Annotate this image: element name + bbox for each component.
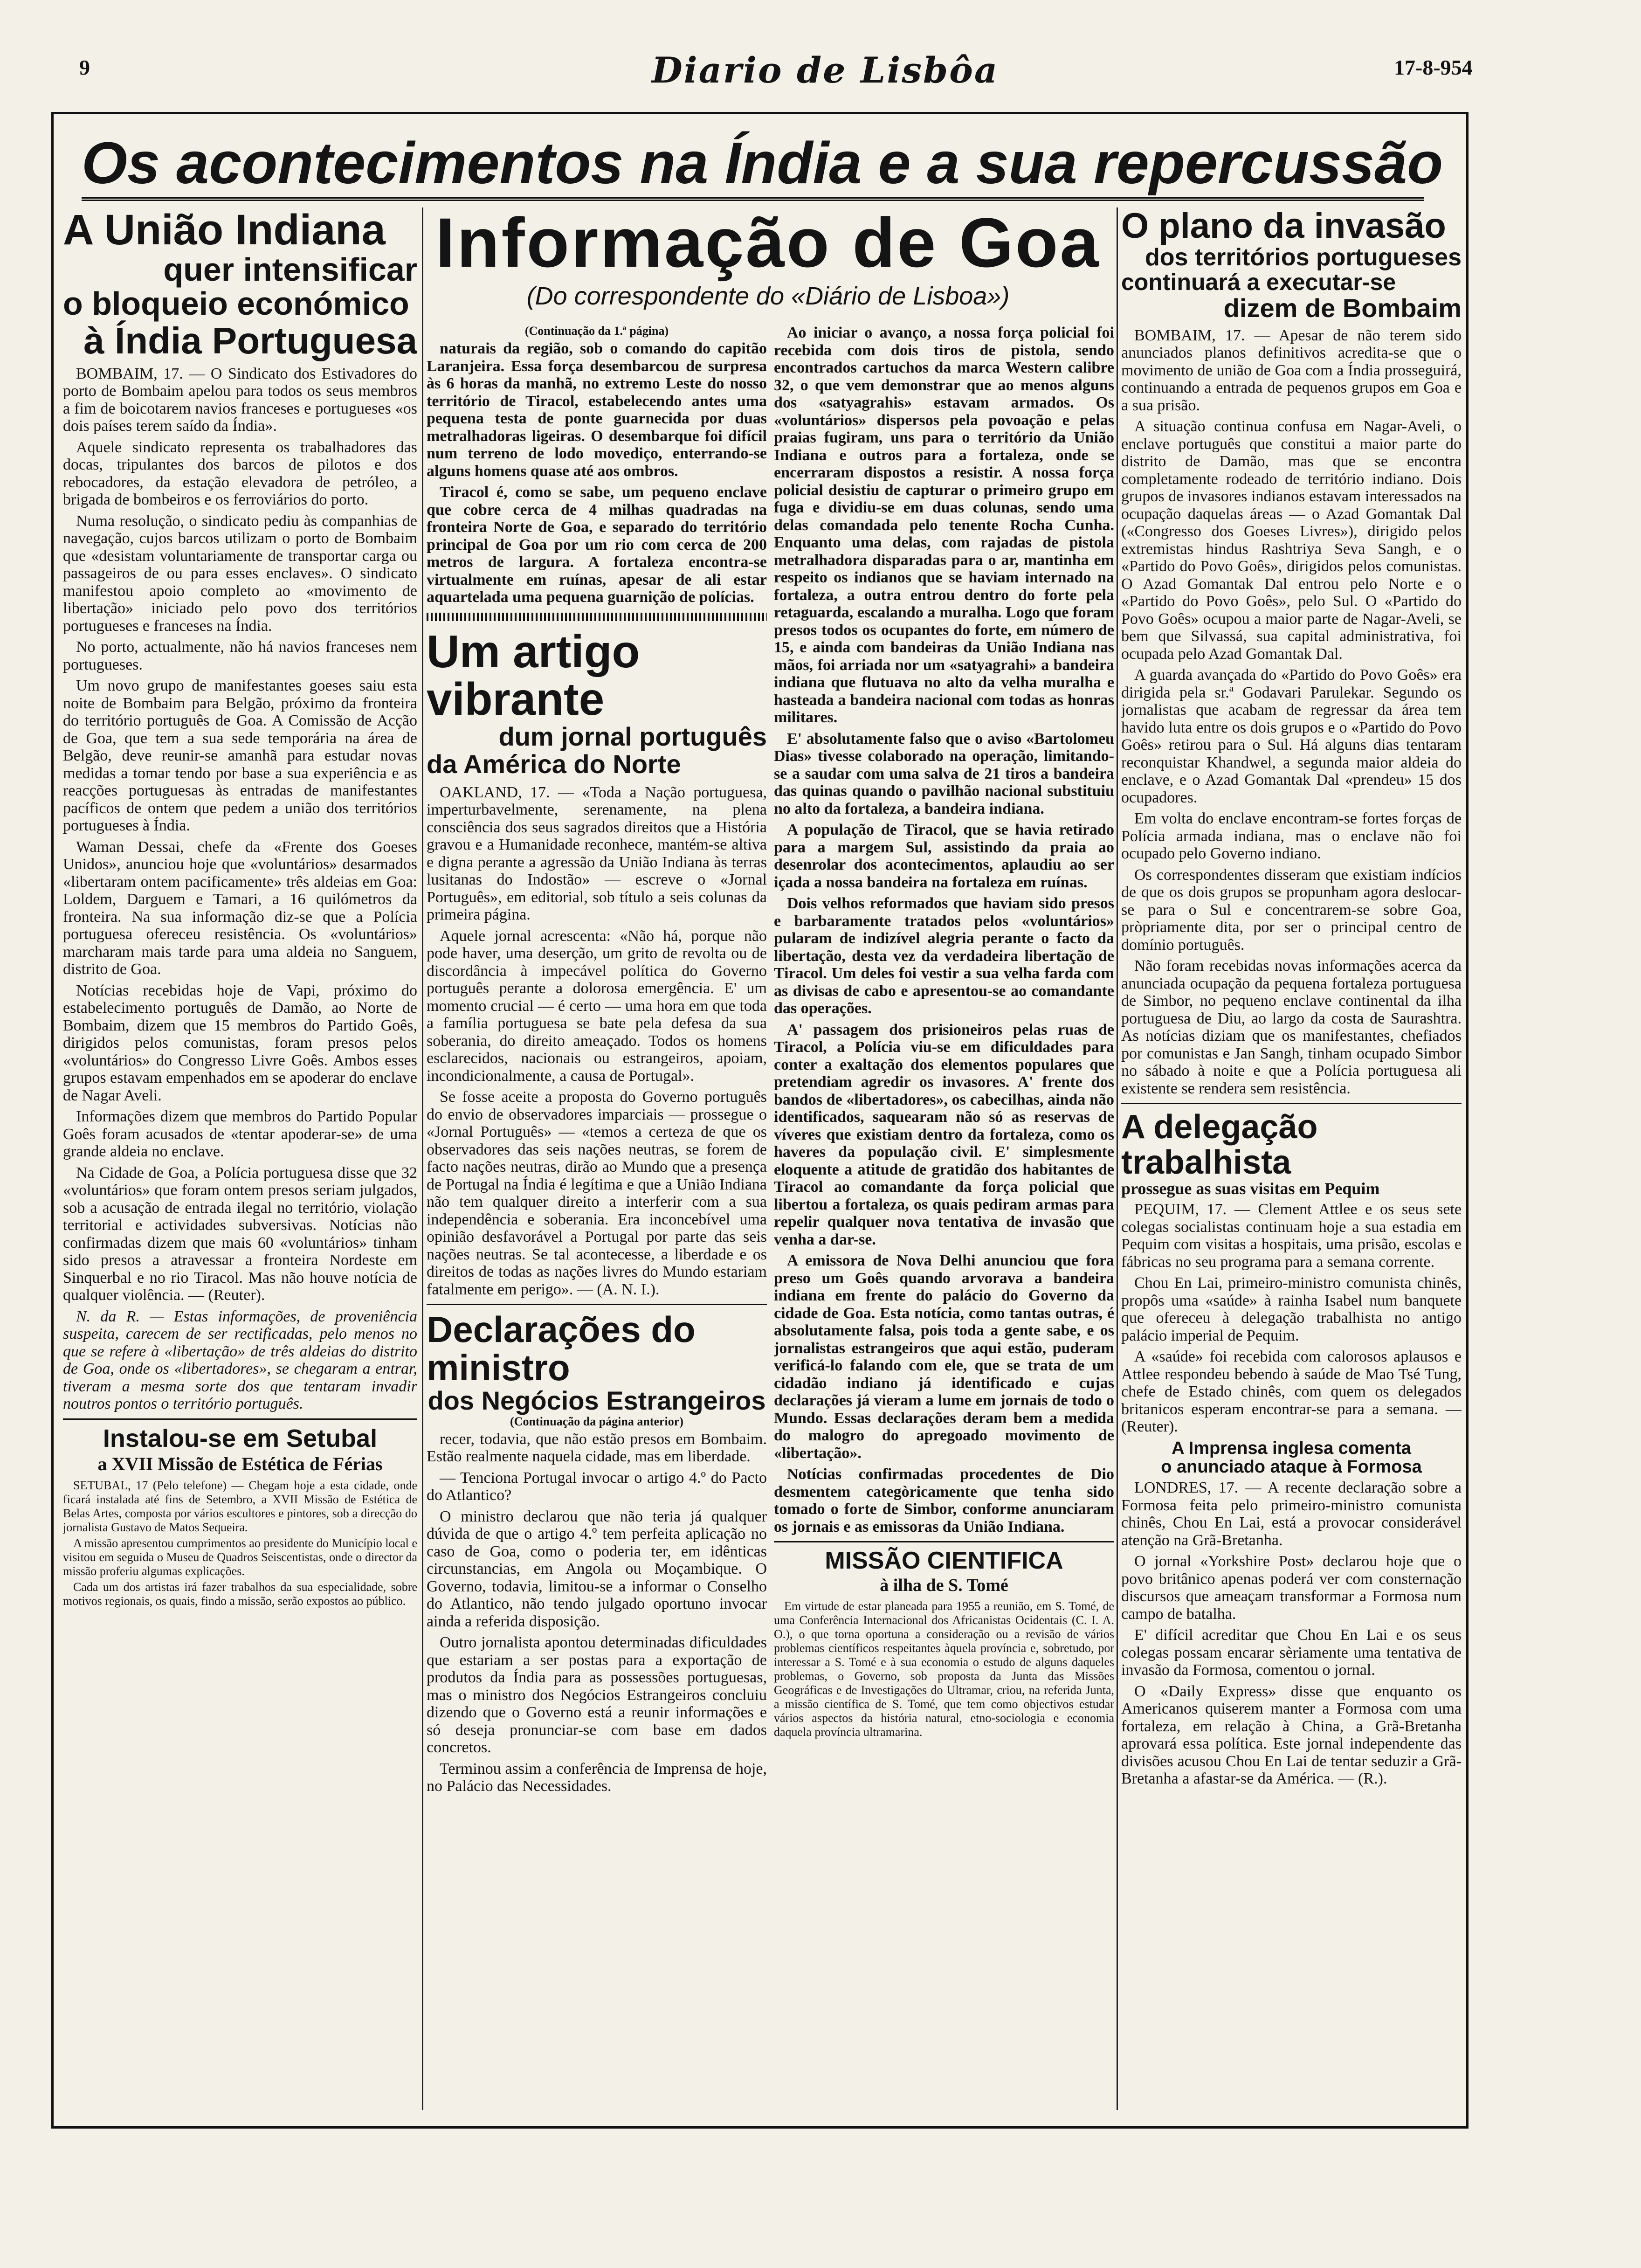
paragraph: Um novo grupo de manifestantes goeses saiu esta noite de Bombaim para Belgão, próximo da fronteira do território português de Goa. A Comissão de Acção de Goa, que tem a sua sede temporária na área de Belgão, deve reunir-se amanhã para estudar novas medidas a tomar tendo por base a sua experiência e as reacções portuguesas às entradas de manifestantes pacíficos de ontem que pedem a união dos territórios portugueses à Índia.	[63, 677, 417, 835]
article-subheadline: à ilha de S. Tomé	[880, 1575, 1008, 1595]
paragraph: LONDRES, 17. — A recente declaração sobre a Formosa feita pelo primeiro-ministro comunista chinês, Chou En Lai, está a provocar considerável atenção na Grã-Bretanha.	[1121, 1479, 1462, 1549]
paragraph: A situação continua confusa em Nagar-Aveli, o enclave português que constitui a maior parte do distrito de Damão, mas que se encontra completamente rodeado de território indiano. Dois grupos de invasores indianos estavam interessados na ocupação daquelas áreas — o Azad Gomantak Dal («Congresso dos Goeses Livres»), dirigido pelos extremistas hindus Rashtriya Seva Sangh, e o «Partido do Povo Goês», dirigidos pelos comunistas. O Azad Gomantak Dal entrou pelo Norte e o «Partido do Povo Goês», pelo Sul. O «Partido do Povo Goês» ocupou a maior parte de Nagar-Aveli, se bem que Silvassá, sua capital administrativa, foi ocupada pelo Azad Gomantak Dal.	[1121, 418, 1462, 663]
paragraph: Se fosse aceite a proposta do Governo português do envio de observadores imparciais — prossegue o «Jornal Português» — «temos a certeza de que os observadores das seis nações neutras, se forem de facto nações neutras, dirão ao Mundo que a presença de Portugal na Índia é legítima e que a União Indiana não tem qualquer direito a interferir com a sua independência e soberania. Era inconcebível uma opinião desfavorável a Portugal por parte das seis nações neutras. Se tal acontecesse, a liberdade e os direitos de todas as nações livres do Mundo estariam fatalmente em perigo». — (A. N. I.).	[427, 1088, 767, 1298]
masthead-title: Diario de Lisbôa	[651, 49, 999, 91]
paragraph: Informações dizem que membros do Partido Popular Goês foram acusados de «tentar apoderar-se» de uma grande aldeia no enclave.	[63, 1108, 417, 1161]
editor-note: N. da R. — Estas informações, de proveniência suspeita, carecem de ser rectificadas, pelo menos no que se refere à «libertação» de três aldeias do distrito de Goa, onde os «libertadores», se chegaram a entrar, tiveram a mesma sorte dos que tentaram invadir noutros pontos o território português.	[63, 1307, 417, 1413]
article-headline: A União Indiana	[63, 207, 386, 254]
article-subheadline: o anunciado ataque à Formosa	[1161, 1457, 1422, 1477]
goa-header-block	[424, 205, 1112, 322]
article-subheadline: a XVII Missão de Estética de Férias	[97, 1453, 383, 1475]
article-byline: (Do correspondente do «Diário de Lisboa»)	[526, 282, 1010, 310]
paragraph: Na Cidade de Goa, a Polícia portuguesa disse que 32 «voluntários» que foram ontem presos seriam julgados, sob a acusação de entrada ilegal no território, violação territorial e actividades subversivas. Notícias não confirmadas dizem que mais 60 «voluntários» tinham sido presos a atravessar a fronteira Nordeste em Sinquerbal e no rio Tiracol. Mas não houve notícia de qualquer violência. — (Reuter).	[63, 1164, 417, 1304]
article-headline: MISSÃO CIENTIFICA	[825, 1547, 1063, 1574]
paragraph: Cada um dos artistas irá fazer trabalhos da sua especialidade, sobre motivos regionais, os quais, findo a missão, serão expostos ao público.	[63, 1580, 417, 1608]
paragraph: PEQUIM, 17. — Clement Attlee e os seus sete colegas socialistas continuam hoje a sua estadia em Pequim com visitas a hospitais, uma prisão, escolas e fábricas no seu programa para a semana corrente.	[1121, 1201, 1462, 1271]
paragraph: A guarda avançada do «Partido do Povo Goês» era dirigida pela sr.ª Godavari Parulekar. Segundo os jornalistas que acabam de regressar da área tem havido luta entre os dois grupos e o «Partido do Povo Goês» retirou para o Sul. Há alguns dias tentaram reconquistar Khandwel, a segunda maior aldeia do enclave, e o Azad Gomantak Dal «prendeu» 15 dos ocupadores.	[1121, 666, 1462, 806]
article-headline: dizem de Bombaim	[1223, 293, 1462, 323]
page-frame	[51, 112, 1469, 2129]
paragraph: Waman Dessai, chefe da «Frente dos Goeses Unidos», anunciou hoje que «voluntários» desarmados «libertaram ontem pacificamente» três aldeias em Goa: Loldem, Darguem e Tamari, a 16 quilómetros da fronteira. Na sua informação diz-se que a Polícia portuguesa ofereceu resistência. Os «voluntários» marcharam mais tarde para uma aldeia no Sanguem, distrito de Goa.	[63, 838, 417, 978]
paragraph: Aquele sindicato representa os trabalhadores das docas, tripulantes dos barcos de pilotos e dos rebocadores, da estação elevadora de petróleo, a brigada de bombeiros e os ferroviários do porto.	[63, 438, 417, 509]
article-headline: dos territórios portugueses	[1145, 243, 1462, 271]
article-subheadline: dos Negócios Estrangeiros	[427, 1386, 766, 1416]
paragraph: Notícias confirmadas procedentes de Dio desmentem categòricamente que tenha sido tomado o forte de Simbor, conforme anunciaram os jornais e as emissoras da União Indiana.	[774, 1466, 1114, 1535]
paragraph: BOMBAIM, 17. — Apesar de não terem sido anunciados planos definitivos acredita-se que o movimento de união de Goa com a Índia prosseguirá, continuando a entrada de pequenos grupos em Goa e a sua prisão.	[1121, 326, 1462, 414]
article-headline: A Imprensa inglesa comenta	[1172, 1438, 1411, 1458]
page-number: 9	[79, 55, 90, 79]
paragraph: E' difícil acreditar que Chou En Lai e os seus colegas possam encarar sèriamente uma tentativa de invasão da Formosa, comentou o jornal.	[1121, 1626, 1462, 1679]
article-subheadline: dum jornal português	[498, 722, 767, 752]
paragraph: E' absolutamente falso que o aviso «Bartolomeu Dias» tivesse colaborado na operação, limitando-se a saudar com uma salva de 21 tiros a bandeira das quinas quando o pavilhão nacional substituiu no alto da fortaleza, a bandeira indiana.	[774, 730, 1114, 817]
column-separator	[1117, 207, 1118, 2110]
article-subheadline: da América do Norte	[427, 749, 681, 779]
article-headline: A delegação trabalhista	[1121, 1108, 1318, 1181]
paragraph: A população de Tiracol, que se havia retirado para a margem Sul, assistindo da praia ao desenrolar dos acontecimentos, aplaudiu ao ser içada a nossa bandeira na fortaleza em ruínas.	[774, 821, 1114, 891]
article-headline: Um artigo vibrante	[427, 625, 640, 725]
paragraph: O ministro declarou que não teria já qualquer dúvida de que o artigo 4.º tem perfeita aplicação no caso de Goa, como o poderia ter, em idênticas circunstancias, em Angola ou Moçambique. O Governo, todavia, limitou-se a informar o Conselho do Atlantico, não tendo julgado oportuno invocar ainda a referida disposição.	[427, 1507, 767, 1630]
paragraph: Numa resolução, o sindicato pediu às companhias de navegação, cujos barcos utilizam o porto de Bombaim que «desistam voluntariamente de transportar carga ou passageiros de ou para esses enclaves». O sindicato manifestou apoio completo ao «movimento de libertação» iniciado pelo povo dos territórios portugueses e franceses na Índia.	[63, 512, 417, 635]
column-goa-left	[427, 324, 767, 2110]
divider	[427, 613, 767, 621]
paragraph: Outro jornalista apontou determinadas dificuldades que estariam a ser postas para a exportação de produtos da Índia para as possessões portuguesas, mas o ministro dos Negócios Estrangeiros concluiu dizendo que o Governo está a reunir informações e só deseja pronunciar-se com base em dados concretos.	[427, 1634, 767, 1756]
article-headline: continuará a executar-se	[1121, 269, 1396, 296]
issue-date: 17-8-954	[1394, 55, 1473, 79]
article-headline: quer intensificar	[163, 251, 417, 288]
paragraph: Aquele jornal acrescenta: «Não há, porque não pode haver, uma deserção, um grito de revolta ou de discordância à impecável política do Governo português perante a dolorosa emergência. E' um momento crucial — é certo — uma hora em que toda a família portuguesa se bate pela defesa da sua soberania, do direito ameaçado. Todos os homens esclarecidos, nacionais ou estrangeiros, apoiam, incondicionalmente, a causa de Portugal».	[427, 927, 767, 1085]
continuation-note: (Continuação da 1.ª página)	[524, 324, 669, 338]
article-subheadline: prossegue as suas visitas em Pequim	[1121, 1179, 1380, 1198]
paragraph: A «saúde» foi recebida com calorosos aplausos e Attlee respondeu bebendo à saúde de Mao Tsé Tung, chefe de Estado chinês, com quem os delegados britanicos esperam encontrar-se para a semana. — (Reuter).	[1121, 1348, 1462, 1436]
article-headline: à Índia Portuguesa	[83, 319, 417, 361]
paragraph: Os correspondentes disseram que existiam indícios de que os dois grupos se propunham agora deslocar-se para o Sul e concentrarem-se sobre Goa, pròpriamente dita, por ser o principal centro de domínio português.	[1121, 866, 1462, 954]
divider	[63, 1418, 417, 1420]
paragraph: O «Daily Express» disse que enquanto os Americanos quiserem manter a Formosa com uma fortaleza, em relação à China, a Grã-Bretanha aprovará essa política. Este jornal independente das divisões acusou Chou En Lai de tentar seduzir a Grã-Bretanha a afastar-se da América. — (R.).	[1121, 1682, 1462, 1788]
paragraph: — Tenciona Portugal invocar o artigo 4.º do Pacto do Atlantico?	[427, 1469, 767, 1504]
paragraph: Em virtude de estar planeada para 1955 a reunião, em S. Tomé, de uma Conferência Internacional dos Africanistas Ocidentais (C. I. A. O.), o que torna oportuna a consideração ou a revisão de vários problemas científicos respeitantes àquela província e, sobretudo, por interessar a S. Tomé e à sua economia o estudo de alguns daqueles problemas, o Governo, sob proposta da Junta das Missões Geográficas e de Investigações do Ultramar, criou, na referida Junta, a missão científica de S. Tomé, que tem como objectivos estudar vários aspectos da história natural, etno-sociologia e economia daquela província ultramarina.	[774, 1599, 1114, 1739]
paragraph: naturais da região, sob o comando do capitão Laranjeira. Essa força desembarcou de surpresa às 6 horas da manhã, no extremo Leste do nosso território de Tiracol, estabelecendo antes uma pequena testa de ponte guarnecida por duas metralhadoras ligeiras. O desembarque foi difícil num terreno de lodo movediço, enterrando-se alguns homens quase até aos ombros.	[427, 340, 767, 480]
paragraph: BOMBAIM, 17. — O Sindicato dos Estivadores do porto de Bombaim apelou para todos os seus membros a fim de boicotarem navios franceses e portugueses «os dois países terem saído da Índia».	[63, 365, 417, 435]
paragraph: SETUBAL, 17 (Pelo telefone) — Chegam hoje a esta cidade, onde ficará instalada até fins de Setembro, a XVII Missão de Estética de Belas Artes, composta por vários escultores e pintores, sob a direcção do jornalista Gustavo de Matos Sequeira.	[63, 1479, 417, 1535]
divider	[1121, 1103, 1462, 1104]
column-separator	[422, 207, 423, 2110]
paragraph: O jornal «Yorkshire Post» declarou hoje que o povo britânico apenas poderá ver com consternação discursos que ameaçam transformar a Formosa num campo de batalha.	[1121, 1553, 1462, 1623]
paragraph: A emissora de Nova Delhi anunciou que fora preso um Goês quando arvorava a bandeira indiana em frente do palácio do Governo da cidade de Goa. Esta notícia, como tantas outras, é absolutamente falsa, pois toda a gente sabe, e os jornalistas estrangeiros que aqui estão, puderam verificá-lo falando com ele, que se trata de um cidadão indiano já identificado e cujas declarações já vieram a lume em jornais de todo o Mundo. Essas declarações deram bem a medida do malogro do apregoado movimento de «libertação».	[774, 1252, 1114, 1462]
paragraph: Dois velhos reformados que haviam sido presos e barbaramente tratados pelos «voluntários» pularam de indizível alegria perante o facto da libertação, desta vez da verdadeira libertação de Tiracol. Um deles foi vestir a sua velha farda com as divisas de cabo e apresentou-se ao comandante das operações.	[774, 895, 1114, 1017]
paragraph: Terminou assim a conferência de Imprensa de hoje, no Palácio das Necessidades.	[427, 1760, 767, 1795]
paragraph: OAKLAND, 17. — «Toda a Nação portuguesa, imperturbavelmente, serenamente, na plena consciência dos seus sagrados direitos que a História gravou e a Humanidade reconhece, mantém-se altiva e digna perante a agressão da União Indiana às terras lusitanas do Indostão» — escreve o «Jornal Português», em editorial, sob título a seis colunas da primeira página.	[427, 783, 767, 924]
paragraph: A' passagem dos prisioneiros pelas ruas de Tiracol, a Polícia viu-se em dificuldades para conter a exaltação dos elementos populares que pretendiam agredir os invasores. A' frente dos bandos de «libertadores», os cabecilhas, ainda não identificados, saquearam não só as reservas de víveres que existiam dentro da fortaleza, como os haveres da população civil. E' simplesmente eloquente a atitude de gratidão dos habitantes de Tiracol ao comandante da força policial que libertou a fortaleza, os quais pediram armas para repelir qualquer nova tentativa de invasão que venha a dar-se.	[774, 1021, 1114, 1248]
paragraph: Tiracol é, como se sabe, um pequeno enclave que cobre cerca de 4 milhas quadradas na fronteira Norte de Goa, e separado do território principal de Goa por um rio com cerca de 200 metros de largura. A fortaleza encontra-se virtualmente em ruínas, apesar de ali estar aquartelada uma pequena guarnição de polícias.	[427, 484, 767, 606]
paragraph: No porto, actualmente, não há navios franceses nem portugueses.	[63, 638, 417, 673]
paragraph: Em volta do enclave encontram-se fortes forças de Polícia armada indiana, mas o enclave não foi ocupado pelo Governo indiano.	[1121, 810, 1462, 863]
headline-rule	[82, 197, 1424, 201]
paragraph: Chou En Lai, primeiro-ministro comunista chinês, propôs uma «saúde» à rainha Isabel num banquete que ofereceu à delegação trabalhista no antigo palácio imperial de Pequim.	[1121, 1274, 1462, 1344]
column-plano-invasao	[1121, 207, 1462, 2110]
article-headline: O plano da invasão	[1121, 207, 1446, 246]
column-uniao-indiana	[63, 207, 417, 2110]
article-headline: Declarações do ministro	[427, 1309, 696, 1389]
paragraph: Não foram recebidas novas informações acerca da anunciada ocupação da pequena fortaleza portuguesa de Simbor, no pequeno enclave continental da ilha portuguesa de Diu, ao largo da costa de Saurashtra. As notícias diziam que os manifestantes, chefiados por comunistas e Jan Sangh, tinham ocupado Simbor no sábado à noite e que a Polícia portuguesa ali existente se rendera sem resistência.	[1121, 957, 1462, 1097]
paragraph: A missão apresentou cumprimentos ao presidente do Município local e visitou em seguida o Museu de Quadros Seiscentistas, onde o director da missão proferiu algumas explicações.	[63, 1536, 417, 1578]
divider	[427, 1304, 767, 1305]
paragraph: Ao iniciar o avanço, a nossa força policial foi recebida com dois tiros de pistola, sendo encontrados cartuchos da marca Western calibre 32, o que vem demonstrar que ao menos alguns dos «satyagrahis» estavam armados. Os «voluntários» dispersos pela povoação e pelas praias fugiram, uns para o território da União Indiana e outros para a fortaleza, onde se encerraram dispostos a resistir. A nossa força policial desistiu de capturar o primeiro grupo em fuga e dividiu-se em duas colunas, sendo uma delas comandada pelo tenente Rocha Cunha. Enquanto uma delas, com rajadas de pistola metralhadora disparadas para o ar, mantinha em respeito os indianos que se haviam internado na fortaleza, a outra entrou dentro do forte pela retaguarda, escalando a muralha. Logo que foram presos todos os ocupantes do forte, em número de 15, e ainda com bandeiras da União Indiana nas mãos, foi arriada nor um «satyagrahi» a bandeira indiana que flutuava no alto da velha muralha e hasteada a bandeira nacional com todas as honras militares.	[774, 324, 1114, 726]
article-headline: Instalou-se em Setubal	[103, 1424, 378, 1452]
divider	[774, 1541, 1114, 1542]
column-goa-right	[774, 324, 1114, 2110]
article-headline: Informação de Goa	[435, 203, 1101, 282]
paragraph: recer, todavia, que não estão presos em Bombaim. Estão realmente naquela cidade, mas em liberdade.	[427, 1430, 767, 1466]
main-headline: Os acontecimentos na Índia e a sua repercussão	[82, 130, 1443, 196]
paragraph: Notícias recebidas hoje de Vapi, próximo do estabelecimento português de Damão, ao Norte de Bombaim, dizem que 15 membros do Partido Goês, dirigidos pelos comunistas, foram presos pelos «voluntários» do Congresso Livre Goês. Ambos esses grupos estavam empenhados em se apoderar do enclave de Nagar Aveli.	[63, 982, 417, 1104]
continuation-note: (Continuação da página anterior)	[510, 1414, 683, 1428]
article-headline: o bloqueio económico	[63, 285, 409, 322]
